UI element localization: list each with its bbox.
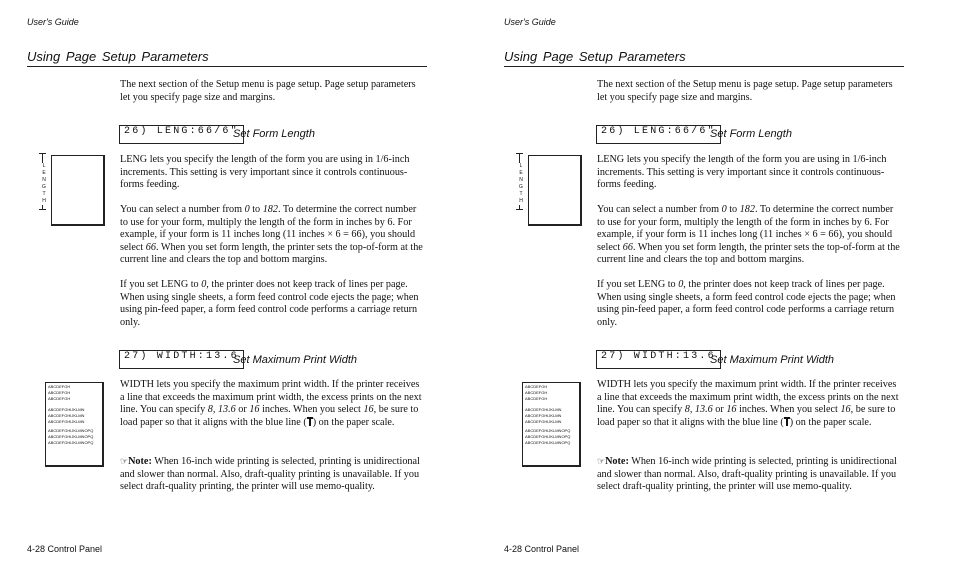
print-width-sample-illustration [45, 382, 104, 467]
sample-line: ABCDEFGHIJKLMNOPQ [48, 434, 94, 439]
blue-line-icon [784, 417, 790, 426]
leng-paragraph-3: If you set LENG to 0, the printer does not keep track of lines per page. When using single sheets, a form feed control code ejects the page; when using pin-feed paper, a form feed control code performs a carriage return only. [597, 279, 896, 328]
width-paragraph: WIDTH lets you specify the maximum print width. If the printer receives a line that exceeds the maximum print width, the excess prints on the next line. You can specify 8, 13.6 or 16 inches. When you select 16, be sure to load paper so that it aligns with the blue line ( ) on the paper scale. [597, 379, 899, 428]
intro-paragraph: The next section of the Setup menu is page setup. Page setup parameters let you specify page size and margins. [597, 79, 893, 103]
length-letter: H [42, 198, 46, 204]
note-hand-icon: ☞ [597, 456, 606, 466]
sample-line: ABCDEFGH [525, 390, 548, 395]
title-rule [27, 66, 427, 67]
print-width-sample-illustration [522, 382, 581, 467]
length-letter: H [519, 198, 523, 204]
length-letter: G [519, 184, 523, 190]
length-letter: N [42, 177, 46, 183]
width-heading: Set Maximum Print Width [233, 354, 357, 366]
length-dimension-label [41, 163, 47, 205]
sample-line: ABCDEFGHIJKLMNOPQ [48, 428, 94, 433]
leng-paragraph-1: LENG lets you specify the length of the form you are using in 1/6-inch increments. This setting is very important since it controls continuous-forms feeding. [120, 154, 410, 191]
leng-heading: Set Form Length [233, 128, 315, 140]
note-paragraph: ☞Note: When 16-inch wide printing is selected, printing is unidirectional and slower than normal. Also, draft-quality printing is unavailable. If you select draft-quality printing, the printer will use memo-quality. [120, 456, 420, 493]
leng-paragraph-2: You can select a number from 0 to 182. To determine the correct number to use for your form, multiply the length of the form in inches by 6. For example, if your form is 11 inches long (11 inches × 6 = 66), you should select 66. When you set form length, the printer sets the top-of-form at the current line and clears the top and bottom margins. [120, 204, 423, 266]
leng-paragraph-3: If you set LENG to 0, the printer does not keep track of lines per page. When using single sheets, a form feed control code ejects the page; when using pin-feed paper, a form feed control code performs a carriage return only. [120, 279, 419, 328]
sample-line: ABCDEFGHIJKLMN [48, 413, 85, 418]
sample-line: ABCDEFGH [525, 384, 548, 389]
length-letter: E [519, 170, 523, 176]
length-letter: N [519, 177, 523, 183]
length-letter: L [519, 163, 523, 169]
sample-line: ABCDEFGH [525, 396, 548, 401]
leng-lcd-display: 26) LENG:66/6" [119, 125, 244, 144]
running-header: User's Guide [504, 17, 556, 27]
length-letter: T [519, 191, 523, 197]
leng-paragraph-2: You can select a number from 0 to 182. To determine the correct number to use for your form, multiply the length of the form in inches by 6. For example, if your form is 11 inches long (11 inches × 6 = 66), you should select 66. When you set form length, the printer sets the top-of-form at the current line and clears the top and bottom margins. [597, 204, 900, 266]
length-letter: G [42, 184, 46, 190]
title-rule [504, 66, 904, 67]
width-paragraph: WIDTH lets you specify the maximum print width. If the printer receives a line that exceeds the maximum print width, the excess prints on the next line. You can specify 8, 13.6 or 16 inches. When you select 16, be sure to load paper so that it aligns with the blue line ( ) on the paper scale. [120, 379, 422, 428]
length-dimension-label [518, 163, 524, 205]
sample-line: ABCDEFGHIJKLMN [525, 413, 562, 418]
length-letter: L [42, 163, 46, 169]
page-right [477, 0, 954, 580]
form-sheet-illustration [528, 155, 582, 226]
sample-line: ABCDEFGH [48, 396, 71, 401]
sample-line: ABCDEFGHIJKLMNOPQ [525, 440, 571, 445]
sample-line: ABCDEFGH [48, 384, 71, 389]
page-footer: 4-28 Control Panel [504, 544, 580, 554]
width-lcd-display: 27) WIDTH:13.6 [119, 350, 244, 369]
form-sheet-illustration [51, 155, 105, 226]
length-letter: T [42, 191, 46, 197]
note-paragraph: ☞Note: When 16-inch wide printing is selected, printing is unidirectional and slower than normal. Also, draft-quality printing is unavailable. If you select draft-quality printing, the printer will use memo-quality. [597, 456, 897, 493]
page-footer: 4-28 Control Panel [27, 544, 103, 554]
intro-paragraph: The next section of the Setup menu is page setup. Page setup parameters let you specify page size and margins. [120, 79, 416, 103]
width-heading: Set Maximum Print Width [710, 354, 834, 366]
length-letter: E [42, 170, 46, 176]
leng-heading: Set Form Length [710, 128, 792, 140]
sample-line: ABCDEFGHIJKLMN [48, 419, 85, 424]
section-title: Using Page Setup Parameters [504, 49, 686, 64]
sample-line: ABCDEFGHIJKLMNOPQ [48, 440, 94, 445]
width-lcd-display: 27) WIDTH:13.6 [596, 350, 721, 369]
section-title: Using Page Setup Parameters [27, 49, 209, 64]
sample-line: ABCDEFGHIJKLMN [48, 407, 85, 412]
leng-lcd-display: 26) LENG:66/6" [596, 125, 721, 144]
leng-paragraph-1: LENG lets you specify the length of the form you are using in 1/6-inch increments. This setting is very important since it controls continuous-forms feeding. [597, 154, 887, 191]
sample-line: ABCDEFGHIJKLMN [525, 407, 562, 412]
sample-line: ABCDEFGHIJKLMNOPQ [525, 434, 571, 439]
note-hand-icon: ☞ [120, 456, 129, 466]
blue-line-icon [307, 417, 313, 426]
sample-line: ABCDEFGH [48, 390, 71, 395]
sample-line: ABCDEFGHIJKLMNOPQ [525, 428, 571, 433]
sample-line: ABCDEFGHIJKLMN [525, 419, 562, 424]
running-header: User's Guide [27, 17, 79, 27]
